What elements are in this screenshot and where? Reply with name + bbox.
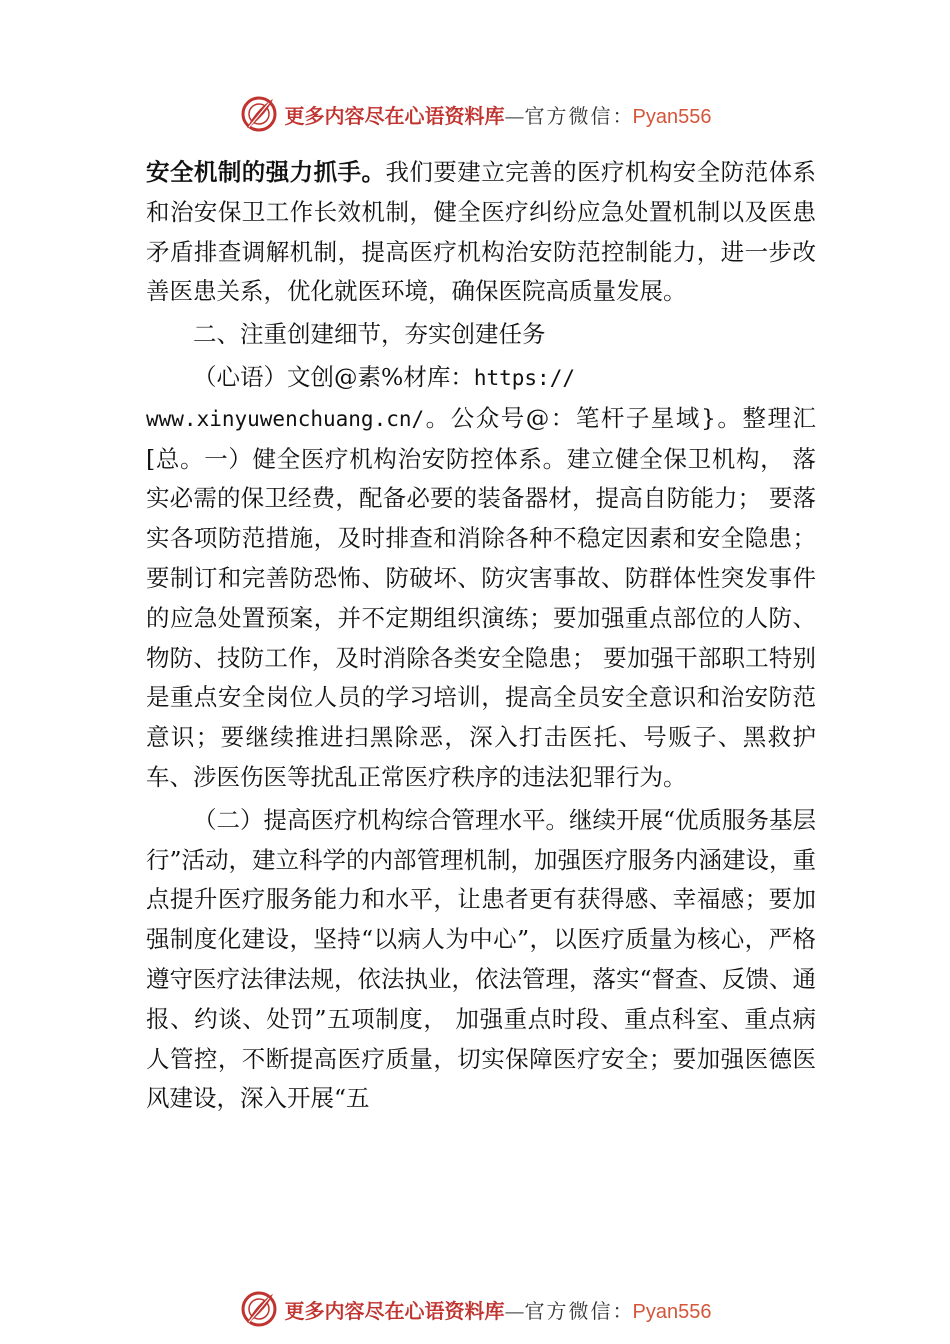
- header-banner-text: [285, 100, 712, 129]
- banner-wechat-id: Pyan556: [632, 1300, 712, 1323]
- banner-separator: —: [504, 103, 525, 128]
- paragraph-3-url-part2: www.xinyuwenchuang.cn/: [146, 406, 425, 431]
- paragraph-1-text: 我们要建立完善的医疗机构安全防范体系和治安保卫工作长效机制，健全医疗纠纷应急处置机制以及医患矛盾排查调解机制，提高医疗机构治安防范控制能力，进一步改善医患关系，优化就医环境，确保医院高质量发展。: [146, 158, 817, 306]
- header-banner: [0, 92, 950, 136]
- banner-wechat-id: Pyan556: [632, 105, 712, 128]
- paragraph-1-bold-lead: 安全机制的强力抓手。: [146, 158, 386, 186]
- paragraph-3-prefix: （心语）文创@素%材库：: [193, 362, 474, 391]
- section-heading-2: 二、注重创建细节，夯实创建任务: [193, 320, 546, 349]
- banner-brand: 更多内容尽在心语资料库: [284, 1298, 505, 1323]
- footer-banner: [0, 1287, 950, 1331]
- banner-official-label: 官方微信: [524, 103, 613, 128]
- feather-logo-icon: [239, 94, 279, 134]
- paragraph-3: [146, 358, 816, 798]
- document-body: [146, 153, 816, 1119]
- feather-logo-icon: [239, 1289, 279, 1329]
- banner-brand: 更多内容尽在心语资料库: [284, 103, 505, 128]
- paragraph-4: （二）提高医疗机构综合管理水平。继续开展“优质服务基层行”活动，建立科学的内部管理机制，加强医疗服务内涵建设，重点提升医疗服务能力和水平，让患者更有获得感、幸福感；要加强制度化建设，坚持“以病人为中心”，以医疗质量为核心，严格遵守医疗法律法规，依法执业，依法管理，落实“督查、反馈、通报、约谈、处罚”五项制度， 加强重点时段、重点科室、重点病人管控，不断提高医疗质量，切实保障医疗安全；要加强医德医风建设，深入开展“五: [146, 805, 817, 1113]
- paragraph-3-text: 。公众号@：笔杆子星域}。整理汇[总。一）健全医疗机构治安防控体系。建立健全保卫机构， 落实必需的保卫经费，配备必要的装备器材，提高自防能力； 要落实各项防范措施，及时排查和消除各种不稳定因素和安全隐患；要制订和完善防恐怖、防破坏、防灾害事故、防群体性突发事件的应急处置预案，并不定期组织演练；要加强重点部位的人防、物防、技防工作，及时消除各类安全隐患； 要加强干部职工特别是重点安全岗位人员的学习培训，提高全员安全意识和治安防范意识；要继续推进扫黑除恶，深入打击医托、号贩子、黑救护车、涉医伤医等扰乱正常医疗秩序的违法犯罪行为。: [146, 403, 816, 791]
- paragraph-1: [146, 153, 816, 312]
- banner-separator: —: [504, 1298, 525, 1323]
- paragraph-3-url-part1: https://: [473, 365, 575, 390]
- banner-colon: ：: [612, 1298, 633, 1323]
- footer-banner-text: [285, 1295, 712, 1324]
- banner-colon: ：: [612, 103, 633, 128]
- banner-official-label: 官方微信: [524, 1298, 613, 1323]
